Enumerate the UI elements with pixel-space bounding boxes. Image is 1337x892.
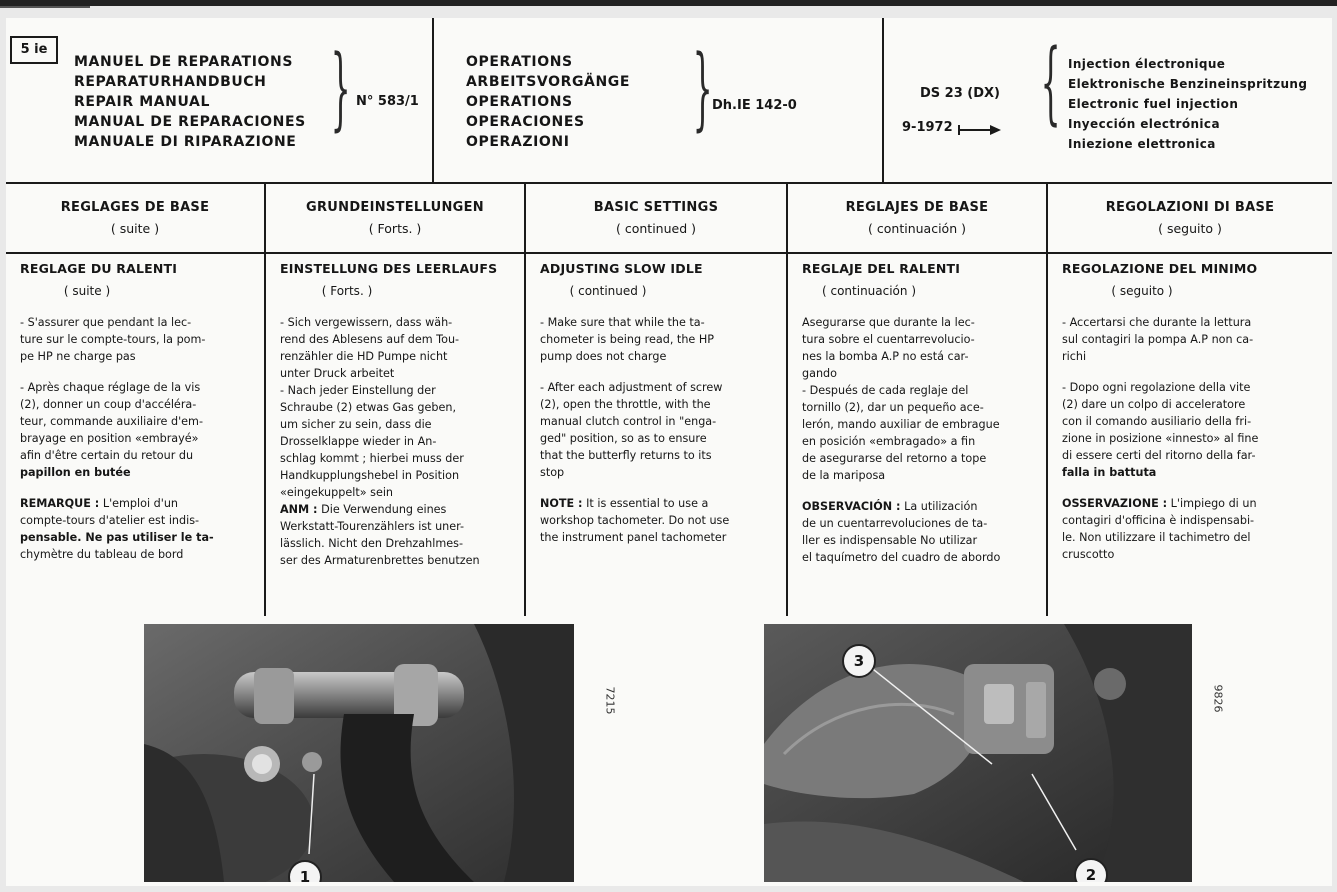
column-heading-title: BASIC SETTINGS <box>593 200 719 215</box>
paragraph-note: REMARQUE : L'emploi d'un compte-tours d'atelier est indis- pensable. Ne pas utiliser le ta- chymètre du tableau de bord <box>20 497 214 561</box>
column-heading-sub: ( continued ) <box>616 221 696 236</box>
column-heading-de <box>266 182 526 252</box>
photo-left <box>144 624 574 882</box>
manual-title-list <box>74 52 306 152</box>
model-date: 9-1972 <box>902 120 953 135</box>
column-heading-fr <box>6 182 266 252</box>
column-heading-it <box>1048 182 1332 252</box>
paragraph-note: OSSERVAZIONE : L'impiego di un contagiri d'officina è indispensabi- le. Non utilizzare il tachimetro del cruscotto <box>1062 497 1257 561</box>
manual-title: REPARATURHANDBUCH <box>74 74 267 90</box>
column-body-es <box>788 254 1048 616</box>
paragraph-adjust: - Dopo ogni regolazione della vite (2) dare un colpo di acceleratore con il comando ausiliario della fri- zione in posizione «innesto» al fine di essere certi del ritorno della far- falla in battuta <box>1062 381 1259 479</box>
column-body-de <box>266 254 526 616</box>
manual-page <box>6 18 1332 886</box>
section-title: REGLAGE DU RALENTI <box>20 261 178 276</box>
photo-right <box>764 624 1192 882</box>
manual-title: REPAIR MANUAL <box>74 94 210 110</box>
note-label: OSSERVAZIONE : <box>1062 497 1168 510</box>
paragraph-check: - S'assurer que pendant la lec- ture sur le compte-tours, la pom- pe HP ne charge pas <box>20 316 206 363</box>
page-header <box>6 18 1332 184</box>
photo-left-number: 7215 <box>603 686 617 715</box>
column-heading-sub: ( Forts. ) <box>368 221 422 236</box>
operations-title-list <box>466 52 630 152</box>
engine-photo-left <box>144 624 574 882</box>
operations-title: ARBEITSVORGÄNGE <box>466 74 631 90</box>
column-heading-sub: ( seguito ) <box>1158 221 1222 236</box>
brace-left: } <box>1040 37 1061 142</box>
engine-photo-right <box>764 624 1192 882</box>
column-heading-sub: ( continuación ) <box>868 221 966 236</box>
subject-title: Electronic fuel injection <box>1068 97 1239 111</box>
paragraph-adjust: - After each adjustment of screw (2), open the throttle, with the manual clutch control in "enga- ged" position, so as to ensure that the butterfly returns to its stop <box>540 381 723 479</box>
arrow-right-icon <box>958 122 1002 136</box>
section-title: ADJUSTING SLOW IDLE <box>540 261 703 276</box>
section-title: REGOLAZIONE DEL MINIMO <box>1062 261 1258 276</box>
paragraph-check: Asegurarse que durante la lec- tura sobre el cuentarrevolucio- nes la bomba A.P no está car- gando <box>802 316 975 380</box>
manual-number: N° 583/1 <box>356 94 419 109</box>
manual-title: MANUEL DE REPARATIONS <box>74 54 294 70</box>
column-heading-title: REGLAGES DE BASE <box>60 200 210 215</box>
operation-code: Dh.IE 142-0 <box>712 98 797 113</box>
subject-title: Inyección electrónica <box>1068 117 1220 131</box>
manual-title: MANUAL DE REPARACIONES <box>74 114 306 130</box>
header-divider <box>432 18 434 182</box>
paragraph-check: - Make sure that while the ta- chometer is being read, the HP pump does not charge <box>540 316 715 363</box>
subject-title-list <box>1068 54 1307 154</box>
note-label: OBSERVACIÓN : <box>802 500 901 513</box>
section-title: EINSTELLUNG DES LEERLAUFS <box>280 261 498 276</box>
column-body-en <box>526 254 788 616</box>
column-body-it <box>1048 254 1332 616</box>
brace-right: } <box>692 36 713 141</box>
paragraph-note: OBSERVACIÓN : La utilización de un cuentarrevoluciones de ta- ller es indispensable No utilizar el taquímetro del cuadro de abordo <box>802 500 1001 564</box>
subject-title: Injection électronique <box>1068 57 1226 71</box>
page-reference: 5 ie <box>10 36 58 64</box>
paragraph-check: - Accertarsi che durante la lettura sul contagiri la pompa A.P non ca- richi <box>1062 316 1254 363</box>
paragraph-note: ANM : Die Verwendung eines Werkstatt-Tourenzählers ist uner- lässlich. Nicht den Drehzahlmes- ser des Armaturenbrettes benutzen <box>280 503 480 567</box>
column-heading-title: REGLAJES DE BASE <box>845 200 989 215</box>
callout-2: 2 <box>1074 858 1108 882</box>
paragraph-check: - Sich vergewissern, dass wäh- rend des Ablesens auf dem Tou- renzähler die HD Pumpe nicht unter Druck arbeitet <box>280 316 460 380</box>
section-title: REGLAJE DEL RALENTI <box>802 261 961 276</box>
column-heading-sub: ( suite ) <box>110 221 160 236</box>
section-subtitle: ( seguito ) <box>1111 284 1173 298</box>
paragraph-note: NOTE : It is essential to use a workshop tachometer. Do not use the instrument panel tachometer <box>540 497 730 544</box>
note-label: NOTE : <box>540 497 583 510</box>
paragraph-adjust: - Nach jeder Einstellung der Schraube (2) etwas Gas geben, um sicher zu sein, dass die Drosselklappe wieder in An- schlag kommt ; hierbei muss der Handkupplungshebel in Position «eingekuppelt» sein <box>280 384 464 499</box>
section-subtitle: ( Forts. ) <box>321 284 373 298</box>
top-edge-bar <box>0 0 1337 6</box>
operations-title: OPERATIONS <box>466 54 573 70</box>
top-edge-mark <box>0 6 90 8</box>
callout-1: 1 <box>288 860 322 882</box>
subject-title: Iniezione elettronica <box>1068 137 1216 151</box>
operations-title: OPERAZIONI <box>466 134 570 150</box>
brace-right: } <box>330 36 351 141</box>
section-subtitle: ( continued ) <box>569 284 647 298</box>
paragraph-adjust: - Después de cada reglaje del tornillo (2), dar un pequeño ace- lerón, mando auxiliar de embrague en posición «embragado» a fin de asegurarse del retorno a tope de la mariposa <box>802 384 1000 482</box>
operations-title: OPERATIONS <box>466 94 573 110</box>
subject-title: Elektronische Benzineinspritzung <box>1068 77 1308 91</box>
header-divider <box>882 18 884 182</box>
manual-title: MANUALE DI RIPARAZIONE <box>74 134 297 150</box>
paragraph-adjust: - Après chaque réglage de la vis (2), donner un coup d'accéléra- teur, commande auxiliaire d'em- brayage en position «embrayé» afin d'être certain du retour du papillon en butée <box>20 381 203 479</box>
photo-right-number: 9826 <box>1211 684 1225 713</box>
note-label: ANM : <box>280 503 318 516</box>
column-heading-title: GRUNDEINSTELLUNGEN <box>306 200 484 215</box>
column-heading-es <box>788 182 1048 252</box>
vehicle-model: DS 23 (DX) <box>920 86 1000 101</box>
note-label: REMARQUE : <box>20 497 100 510</box>
section-subtitle: ( suite ) <box>63 284 111 298</box>
operations-title: OPERACIONES <box>466 114 585 130</box>
column-heading-en <box>526 182 788 252</box>
callout-3: 3 <box>842 644 876 678</box>
section-subtitle: ( continuación ) <box>821 284 917 298</box>
column-body-fr <box>6 254 266 616</box>
column-heading-title: REGOLAZIONI DI BASE <box>1105 200 1275 215</box>
